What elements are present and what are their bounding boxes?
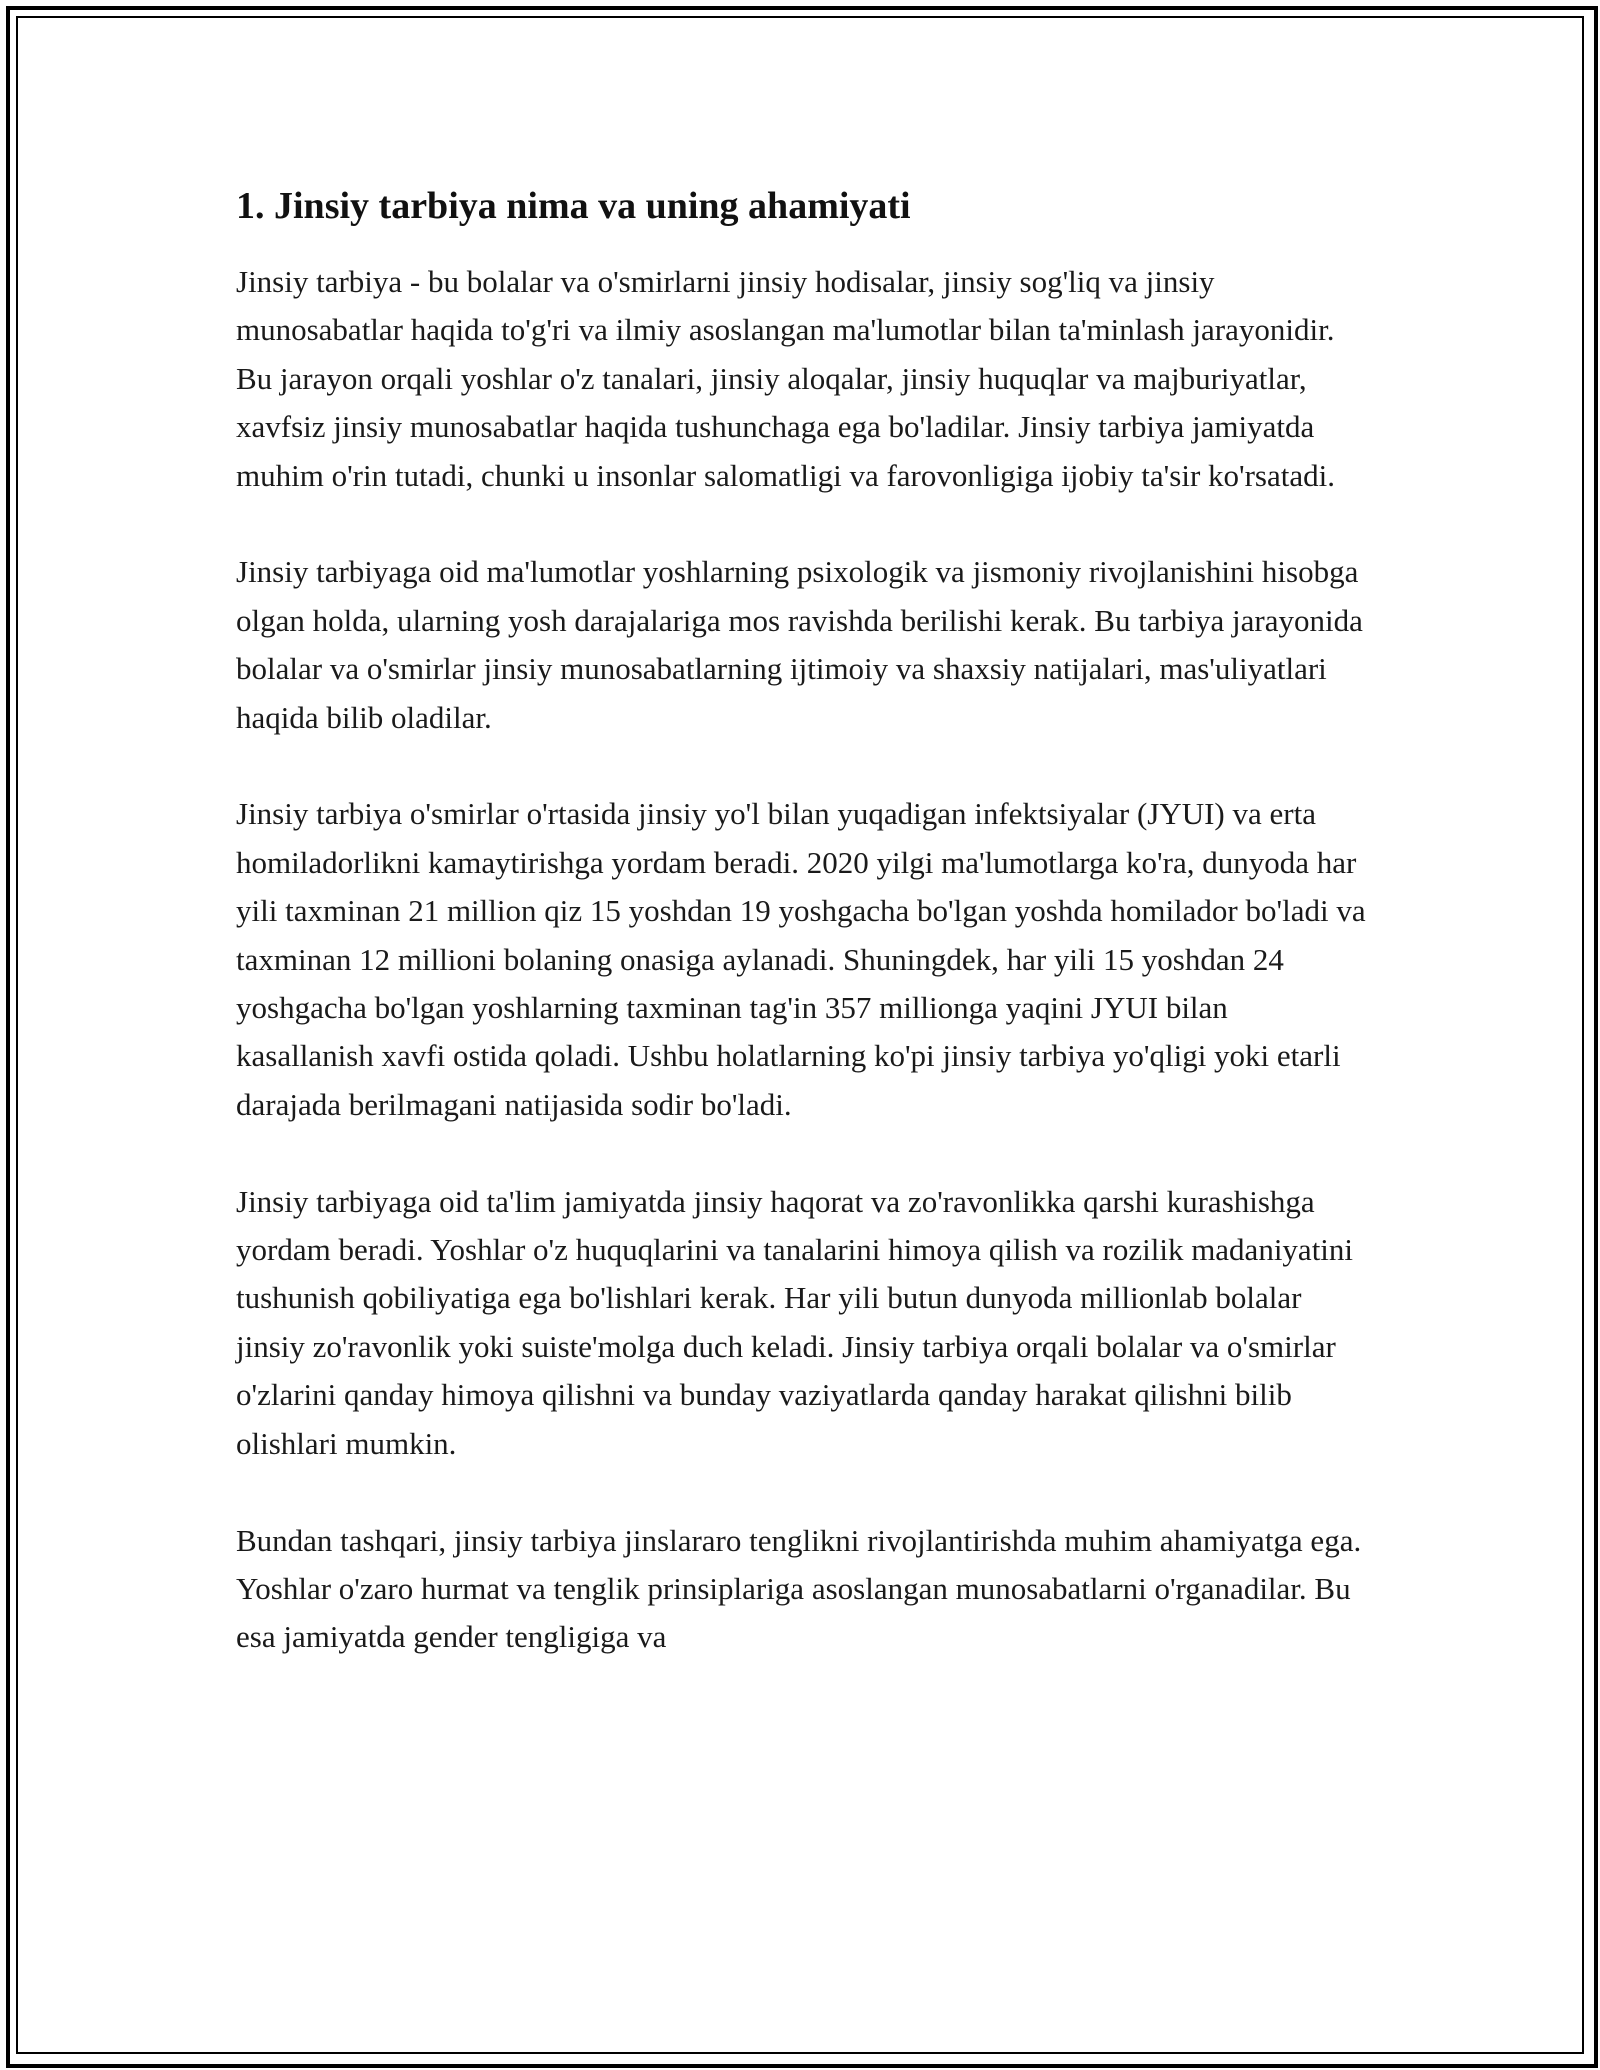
document-body	[236, 180, 1366, 1662]
paragraph-statistics: Jinsiy tarbiya o'smirlar o'rtasida jinsiy yo'l bilan yuqadigan infektsiyalar (JYUI) va erta homiladorlikni kamaytirishga yordam beradi. 2020 yilgi ma'lumotlarga ko'ra, dunyoda har yili taxminan 21 million qiz 15 yoshdan 19 yoshgacha bo'lgan yoshda homilador bo'ladi va taxminan 12 millioni bolaning onasiga aylanadi. Shuningdek, har yili 15 yoshdan 24 yoshgacha bo'lgan yoshlarning taxminan tag'in 357 millionga yaqini JYUI bilan kasallanish xavfi ostida qoladi. Ushbu holatlarning ko'pi jinsiy tarbiya yo'qligi yoki etarli darajada berilmagani natijasida sodir bo'ladi.	[236, 796, 1366, 1122]
paragraph-gender-equality: Bundan tashqari, jinsiy tarbiya jinslararo tenglikni rivojlantirishda muhim ahamiyatga ega. Yoshlar o'zaro hurmat va tenglik prinsiplariga asoslangan munosabatlarni o'rganadilar. Bu esa jamiyatda gender tengligiga va	[236, 1522, 1362, 1655]
paragraph-violence-prevention: Jinsiy tarbiyaga oid ta'lim jamiyatda jinsiy haqorat va zo'ravonlikka qarshi kurashishga yordam beradi. Yoshlar o'z huquqlarini va tanalarini himoya qilish va rozilik madaniyatini tushunish qobiliyatiga ega bo'lishlari kerak. Har yili butun dunyoda millionlab bolalar jinsiy zo'ravonlik yoki suiste'molga duch keladi. Jinsiy tarbiya orqali bolalar va o'smirlar o'zlarini qanday himoya qilishni va bunday vaziyatlarda qanday harakat qilishni bilib olishlari mumkin.	[236, 1183, 1354, 1461]
paragraph-definition: Jinsiy tarbiya - bu bolalar va o'smirlarni jinsiy hodisalar, jinsiy sog'liq va jinsiy munosabatlar haqida to'g'ri va ilmiy asoslangan ma'lumotlar bilan ta'minlash jarayonidir. Bu jarayon orqali yoshlar o'z tanalari, jinsiy aloqalar, jinsiy huquqlar va majburiyatlar, xavfsiz jinsiy munosabatlar haqida tushunchaga ega bo'ladilar. Jinsiy tarbiya jamiyatda muhim o'rin tutadi, chunki u insonlar salomatligi va farovonligiga ijobiy ta'sir ko'rsatadi.	[236, 264, 1335, 493]
paragraph-age-appropriate: Jinsiy tarbiyaga oid ma'lumotlar yoshlarning psixologik va jismoniy rivojlanishini hisobga olgan holda, ularning yosh darajalariga mos ravishda berilishi kerak. Bu tarbiya jarayonida bolalar va o'smirlar jinsiy munosabatlarning ijtimoiy va shaxsiy natijalari, mas'uliyatlari haqida bilib oladilar.	[236, 554, 1363, 735]
section-heading: 1. Jinsiy tarbiya nima va uning ahamiyati	[236, 185, 911, 227]
